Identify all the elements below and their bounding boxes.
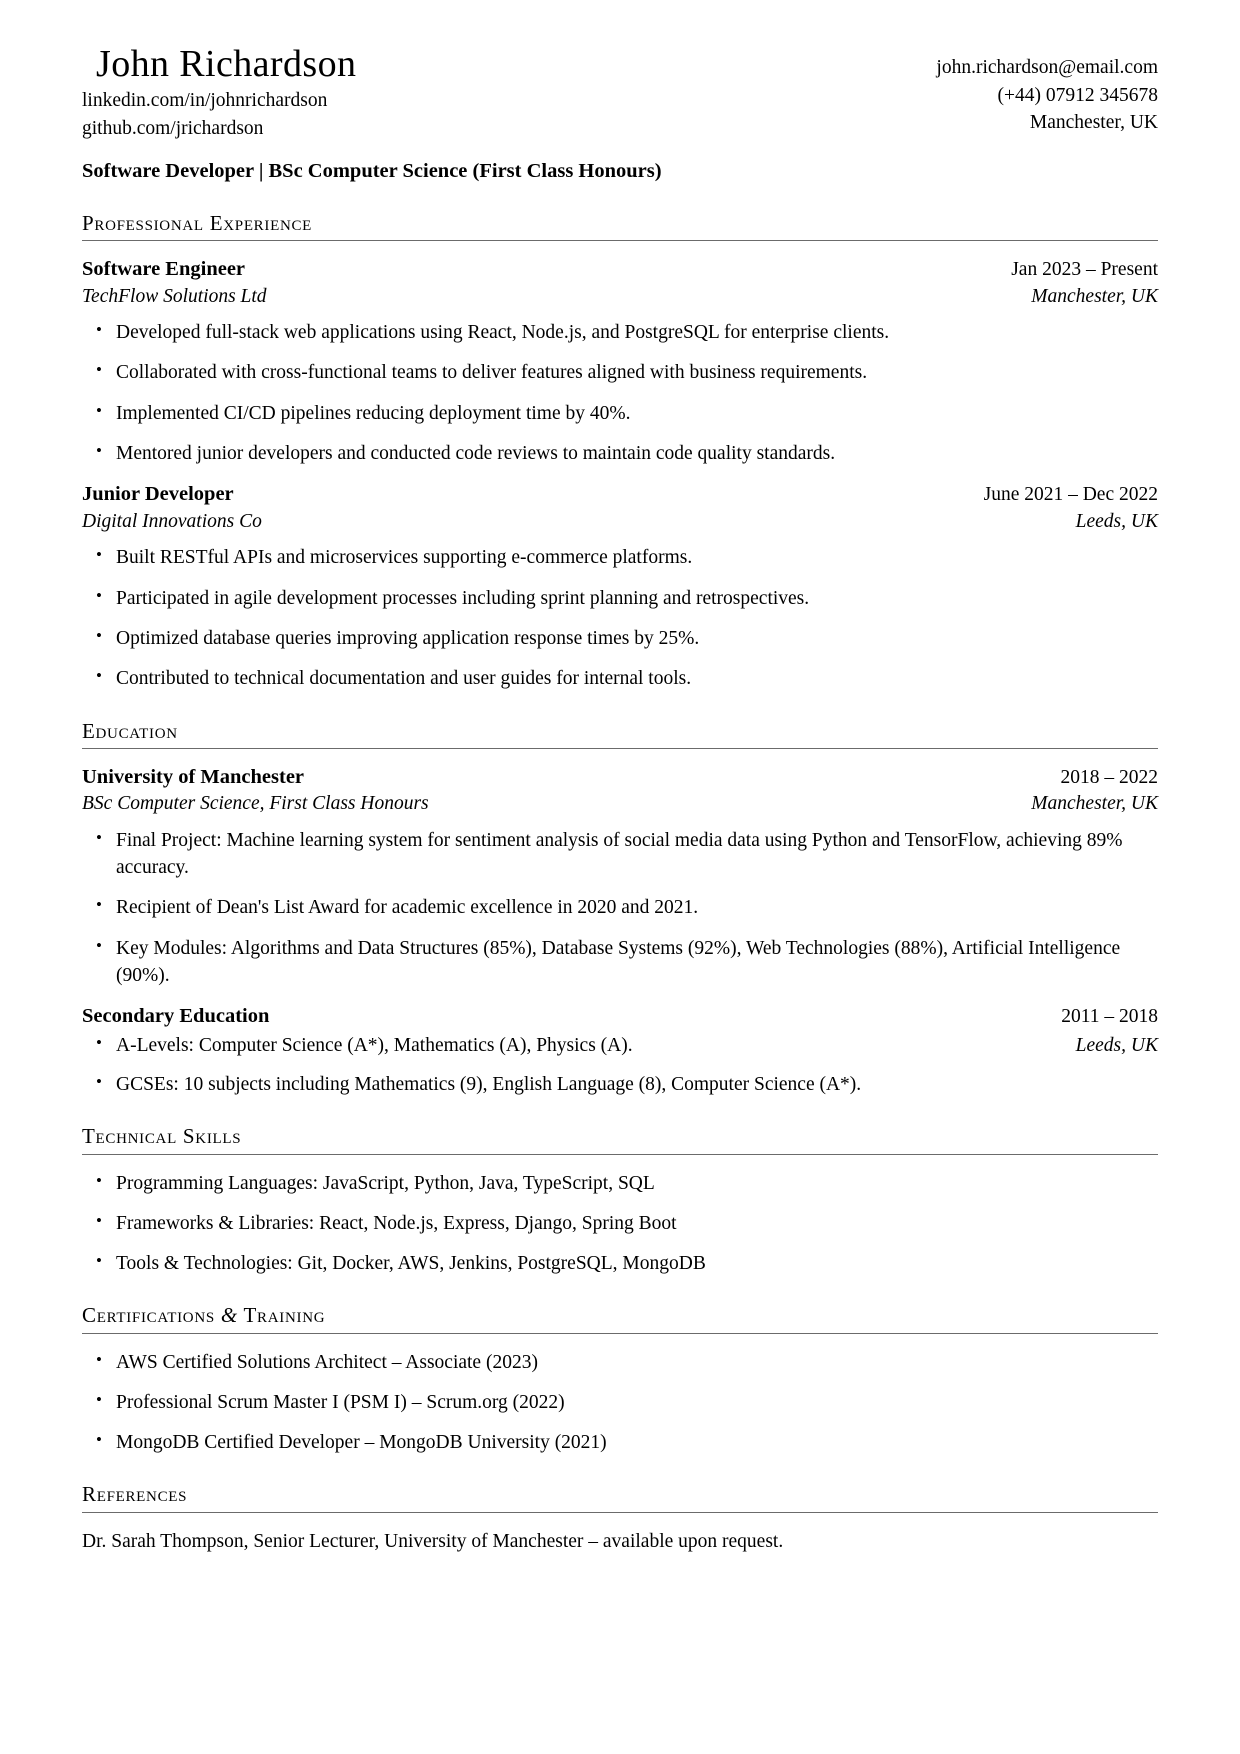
references-text: Dr. Sarah Thompson, Senior Lecturer, University of Manchester – available upon request. xyxy=(82,1530,784,1552)
list-item: • Final Project: Machine learning system for sentiment analysis of social media data using Python and TensorFlow, achieving 89% accuracy. xyxy=(82,827,1158,882)
job-bullet-list xyxy=(82,319,1158,467)
education-location: Manchester, UK xyxy=(1031,793,1158,815)
degree-name: BSc Computer Science, First Class Honours xyxy=(82,793,429,815)
skills-bullet-list xyxy=(82,1170,1158,1278)
list-item: • Optimized database queries improving application response times by 25%. xyxy=(82,625,1158,652)
section-education xyxy=(82,719,1158,1099)
list-item: • AWS Certified Solutions Architect – Associate (2023) xyxy=(82,1349,1158,1376)
list-item xyxy=(82,1032,1158,1059)
education-location: Leeds, UK xyxy=(1075,1034,1158,1056)
job-location: Manchester, UK xyxy=(1031,285,1158,307)
section-heading-skills: Technical Skills xyxy=(82,1124,1158,1154)
phone-number: (+44) 07912 345678 xyxy=(997,84,1158,106)
section-certifications xyxy=(82,1303,1158,1456)
job-bullet-list xyxy=(82,544,1158,692)
education-bullet-list xyxy=(82,1032,1158,1099)
job-location: Leeds, UK xyxy=(1075,511,1158,533)
experience-entry xyxy=(82,481,1158,692)
education-dates: 2011 – 2018 xyxy=(1061,1006,1158,1028)
list-item: • Developed full-stack web applications using React, Node.js, and PostgreSQL for enterprise clients. xyxy=(82,319,1158,346)
list-item: • Participated in agile development processes including sprint planning and retrospectives. xyxy=(82,585,1158,612)
certifications-bullet-list xyxy=(82,1349,1158,1457)
professional-tagline: Software Developer | BSc Computer Science (First Class Honours) xyxy=(82,160,662,183)
section-heading-references: References xyxy=(82,1482,1158,1512)
list-item: • Implemented CI/CD pipelines reducing deployment time by 40%. xyxy=(82,400,1158,427)
list-item: • Professional Scrum Master I (PSM I) – Scrum.org (2022) xyxy=(82,1389,1158,1416)
list-item: • Frameworks & Libraries: React, Node.js, Express, Django, Spring Boot xyxy=(82,1210,1158,1237)
job-title: Junior Developer xyxy=(82,483,234,506)
list-item: • Contributed to technical documentation and user guides for internal tools. xyxy=(82,665,1158,692)
education-entry-secondary xyxy=(82,1003,1158,1098)
section-references xyxy=(82,1482,1158,1554)
section-technical-skills xyxy=(82,1124,1158,1277)
section-heading-certifications xyxy=(82,1303,1158,1333)
location-text: Manchester, UK xyxy=(1029,112,1158,134)
experience-entry xyxy=(82,256,1158,467)
institution-name: University of Manchester xyxy=(82,765,305,788)
list-item: • GCSEs: 10 subjects including Mathematics (9), English Language (8), Computer Science (A*). xyxy=(82,1071,1158,1098)
page-title: John Richardson xyxy=(96,43,357,85)
ampersand-glyph: & xyxy=(220,1303,238,1328)
email-address[interactable]: john.richardson@email.com xyxy=(936,57,1158,78)
list-item: • MongoDB Certified Developer – MongoDB University (2021) xyxy=(82,1429,1158,1456)
education-entry-university xyxy=(82,764,1158,989)
list-item: • Tools & Technologies: Git, Docker, AWS, Jenkins, PostgreSQL, MongoDB xyxy=(82,1250,1158,1277)
job-title: Software Engineer xyxy=(82,258,246,281)
github-link[interactable]: github.com/jrichardson xyxy=(82,117,264,139)
job-dates: June 2021 – Dec 2022 xyxy=(983,484,1158,506)
list-item-text: • A-Levels: Computer Science (A*), Mathematics (A), Physics (A). xyxy=(116,1034,633,1056)
certifications-title-part-one: Certifications xyxy=(82,1303,215,1328)
company-name: TechFlow Solutions Ltd xyxy=(82,285,267,307)
list-item: • Key Modules: Algorithms and Data Structures (85%), Database Systems (92%), Web Technologies (88%), Artificial Intelligence (90%). xyxy=(82,935,1158,990)
institution-name: Secondary Education xyxy=(82,1005,270,1028)
linkedin-link[interactable]: linkedin.com/in/johnrichardson xyxy=(82,90,328,112)
list-item: • Built RESTful APIs and microservices supporting e-commerce platforms. xyxy=(82,544,1158,571)
resume-header xyxy=(82,44,1158,185)
list-item: • Collaborated with cross-functional teams to deliver features aligned with business requirements. xyxy=(82,359,1158,386)
header-left-column xyxy=(82,44,356,142)
education-bullet-list xyxy=(82,827,1158,989)
education-dates: 2018 – 2022 xyxy=(1060,766,1158,788)
header-right-column xyxy=(936,44,1158,137)
section-heading-experience: Professional Experience xyxy=(82,211,1158,241)
list-item: • Recipient of Dean's List Award for academic excellence in 2020 and 2021. xyxy=(82,894,1158,921)
company-name: Digital Innovations Co xyxy=(82,511,262,533)
section-professional-experience xyxy=(82,211,1158,692)
section-heading-education: Education xyxy=(82,719,1158,749)
certifications-title-part-two: Training xyxy=(243,1303,326,1328)
list-item: • Programming Languages: JavaScript, Python, Java, TypeScript, SQL xyxy=(82,1170,1158,1197)
list-item: • Mentored junior developers and conducted code reviews to maintain code quality standards. xyxy=(82,440,1158,467)
job-dates: Jan 2023 – Present xyxy=(1011,259,1158,281)
